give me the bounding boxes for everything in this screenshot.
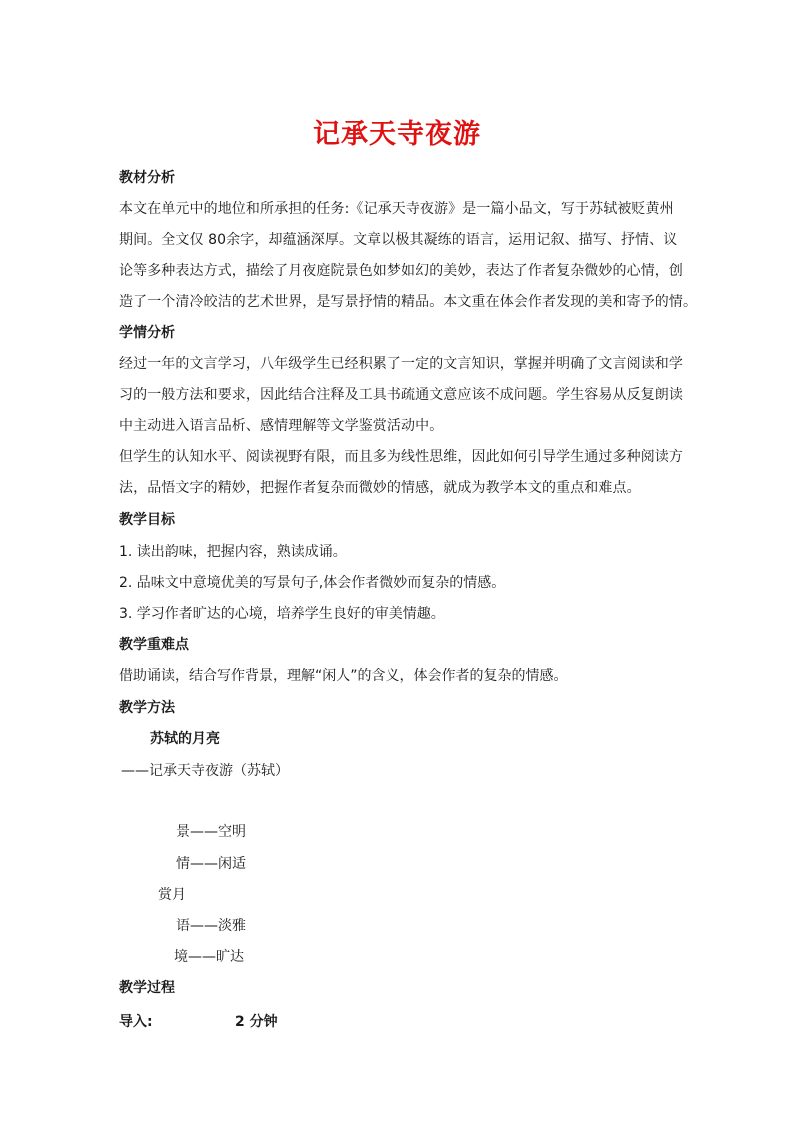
board-title: 苏轼的月亮 xyxy=(150,731,220,747)
intro-label: 导入: xyxy=(119,1014,153,1030)
key-difficulties-text: 借助诵读，结合写作背景，理解“闲人”的含义，体会作者的复杂的情感。 xyxy=(119,668,568,684)
heading-key-difficulties: 教学重难点 xyxy=(119,637,189,653)
heading-teaching-goals: 教学目标 xyxy=(119,512,175,528)
heading-textbook-analysis: 教材分析 xyxy=(119,170,175,186)
board-item: 语——淡雅 xyxy=(176,918,246,934)
board-item: 境——旷达 xyxy=(174,949,244,965)
board-subtitle: ——记承天寺夜游（苏轼） xyxy=(121,763,289,779)
paragraph-line: 中主动进入语言品析、感情理解等文学鉴赏活动中。 xyxy=(119,418,444,434)
paragraph-line: 造了一个清冷皎洁的艺术世界，是写景抒情的精品。本文重在体会作者发现的美和寄予的情。 xyxy=(119,294,698,310)
paragraph-line: 但学生的认知水平、阅读视野有限，而且多为线性思维，因此如何引导学生通过多种阅读方 xyxy=(119,449,683,465)
paragraph-line: 经过一年的文言学习，八年级学生已经积累了一定的文言知识，掌握并明确了文言阅读和学 xyxy=(119,356,683,372)
board-item: 景——空明 xyxy=(176,824,246,840)
paragraph-line: 法，品悟文字的精妙，把握作者复杂而微妙的情感，就成为教学本文的重点和难点。 xyxy=(119,480,641,496)
intro-time: 2 分钟 xyxy=(235,1014,278,1030)
board-item: 情——闲适 xyxy=(176,856,246,872)
goal-item: 1. 读出韵味，把握内容，熟读成诵。 xyxy=(119,544,347,560)
heading-student-analysis: 学情分析 xyxy=(119,325,175,341)
document-title: 记承天寺夜游 xyxy=(313,119,481,150)
heading-teaching-method: 教学方法 xyxy=(119,700,175,716)
board-item: 赏月 xyxy=(158,887,186,903)
heading-teaching-process: 教学过程 xyxy=(119,980,175,996)
paragraph-line: 期间。全文仅 80余字，却蕴涵深厚。文章以极其凝练的语言，运用记叙、描写、抒情、议 xyxy=(119,232,678,248)
goal-item: 3. 学习作者旷达的心境，培养学生良好的审美情趣。 xyxy=(119,606,445,622)
paragraph-line: 习的一般方法和要求，因此结合注释及工具书疏通文意应该不成问题。学生容易从反复朗读 xyxy=(119,387,683,403)
goal-item: 2. 品味文中意境优美的写景句子,体会作者微妙而复杂的情感。 xyxy=(119,575,506,591)
paragraph-line: 论等多种表达方式，描绘了月夜庭院景色如梦如幻的美妙，表达了作者复杂微妙的心情，创 xyxy=(119,263,683,279)
paragraph-line: 本文在单元中的地位和所承担的任务:《记承天寺夜游》是一篇小品文，写于苏轼被贬黄州 xyxy=(119,201,674,217)
